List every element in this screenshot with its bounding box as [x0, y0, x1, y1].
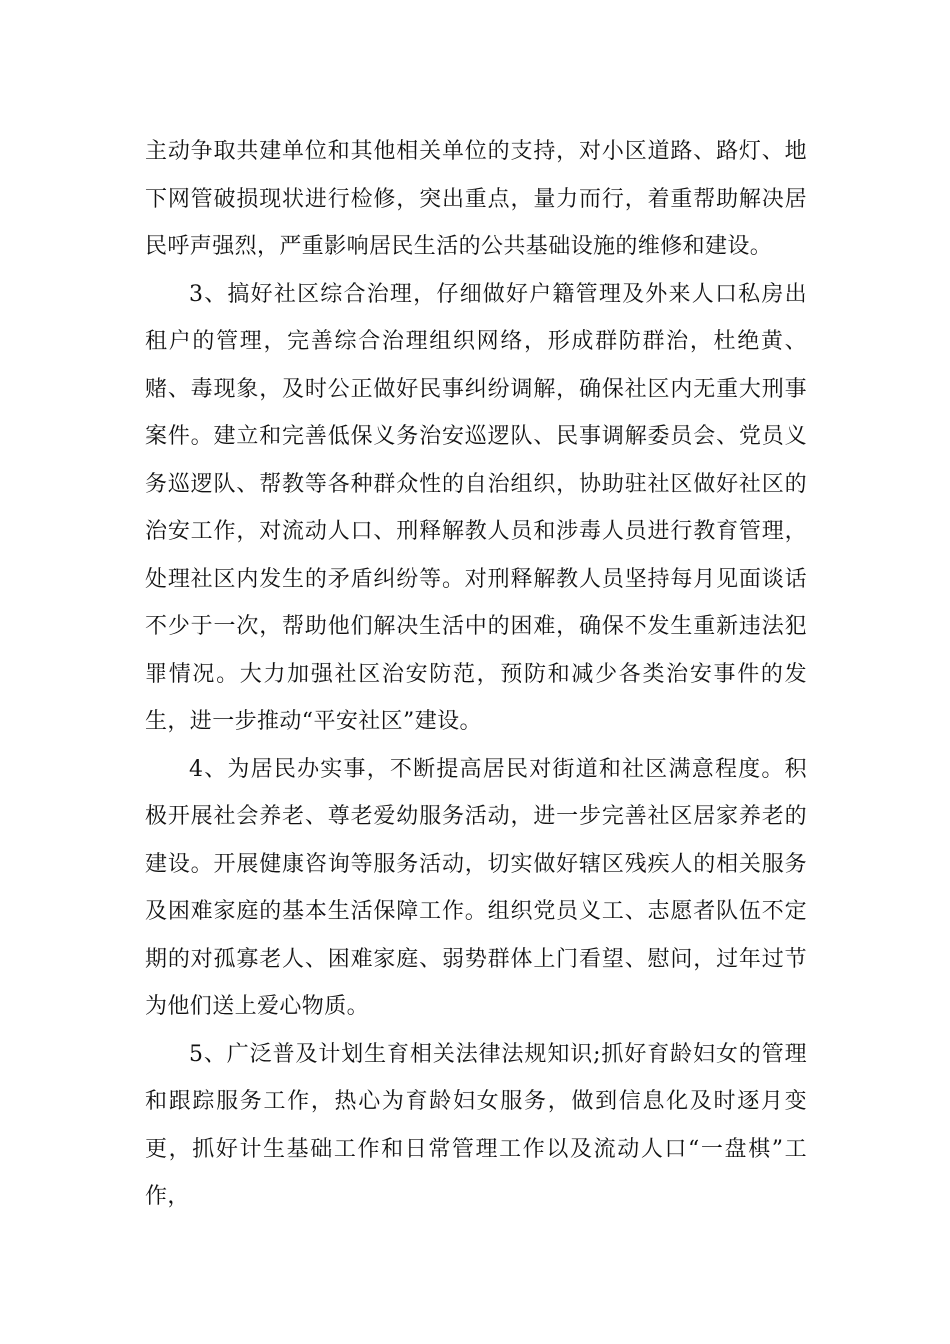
paragraph-continuation: 主动争取共建单位和其他相关单位的支持，对小区道路、路灯、地下网管破损现状进行检修，突出重点，量力而行，着重帮助解决居民呼声强烈，严重影响居民生活的公共基础设施的维修和建设。: [145, 139, 807, 259]
paragraph-item-3: 3、搞好社区综合治理，仔细做好户籍管理及外来人口私房出租户的管理，完善综合治理组织网络，形成群防群治，杜绝黄、赌、毒现象，及时公正做好民事纠纷调解，确保社区内无重大刑事案件。建立和完善低保义务治安巡逻队、民事调解委员会、党员义务巡逻队、帮教等各种群众性的自治组织，协助驻社区做好社区的治安工作，对流动人口、刑释解教人员和涉毒人员进行教育管理，处理社区内发生的矛盾纠纷等。对刑释解教人员坚持每月见面谈话不少于一次，帮助他们解决生活中的困难，确保不发生重新违法犯罪情况。大力加强社区治安防范，预防和减少各类治安事件的发生，进一步推动“平安社区”建设。: [145, 281, 807, 734]
document-body: [145, 128, 807, 1221]
paragraph-item-4: 4、为居民办实事，不断提高居民对街道和社区满意程度。积极开展社会养老、尊老爱幼服务活动，进一步完善社区居家养老的建设。开展健康咨询等服务活动，切实做好辖区残疾人的相关服务及困难家庭的基本生活保障工作。组织党员义工、志愿者队伍不定期的对孤寡老人、困难家庭、弱势群体上门看望、慰问，过年过节为他们送上爱心物质。: [145, 756, 807, 1019]
paragraph-item-5: 5、广泛普及计划生育相关法律法规知识;抓好育龄妇女的管理和跟踪服务工作，热心为育龄妇女服务，做到信息化及时逐月变更，抓好计生基础工作和日常管理工作以及流动人口“一盘棋”工作，: [145, 1041, 807, 1209]
